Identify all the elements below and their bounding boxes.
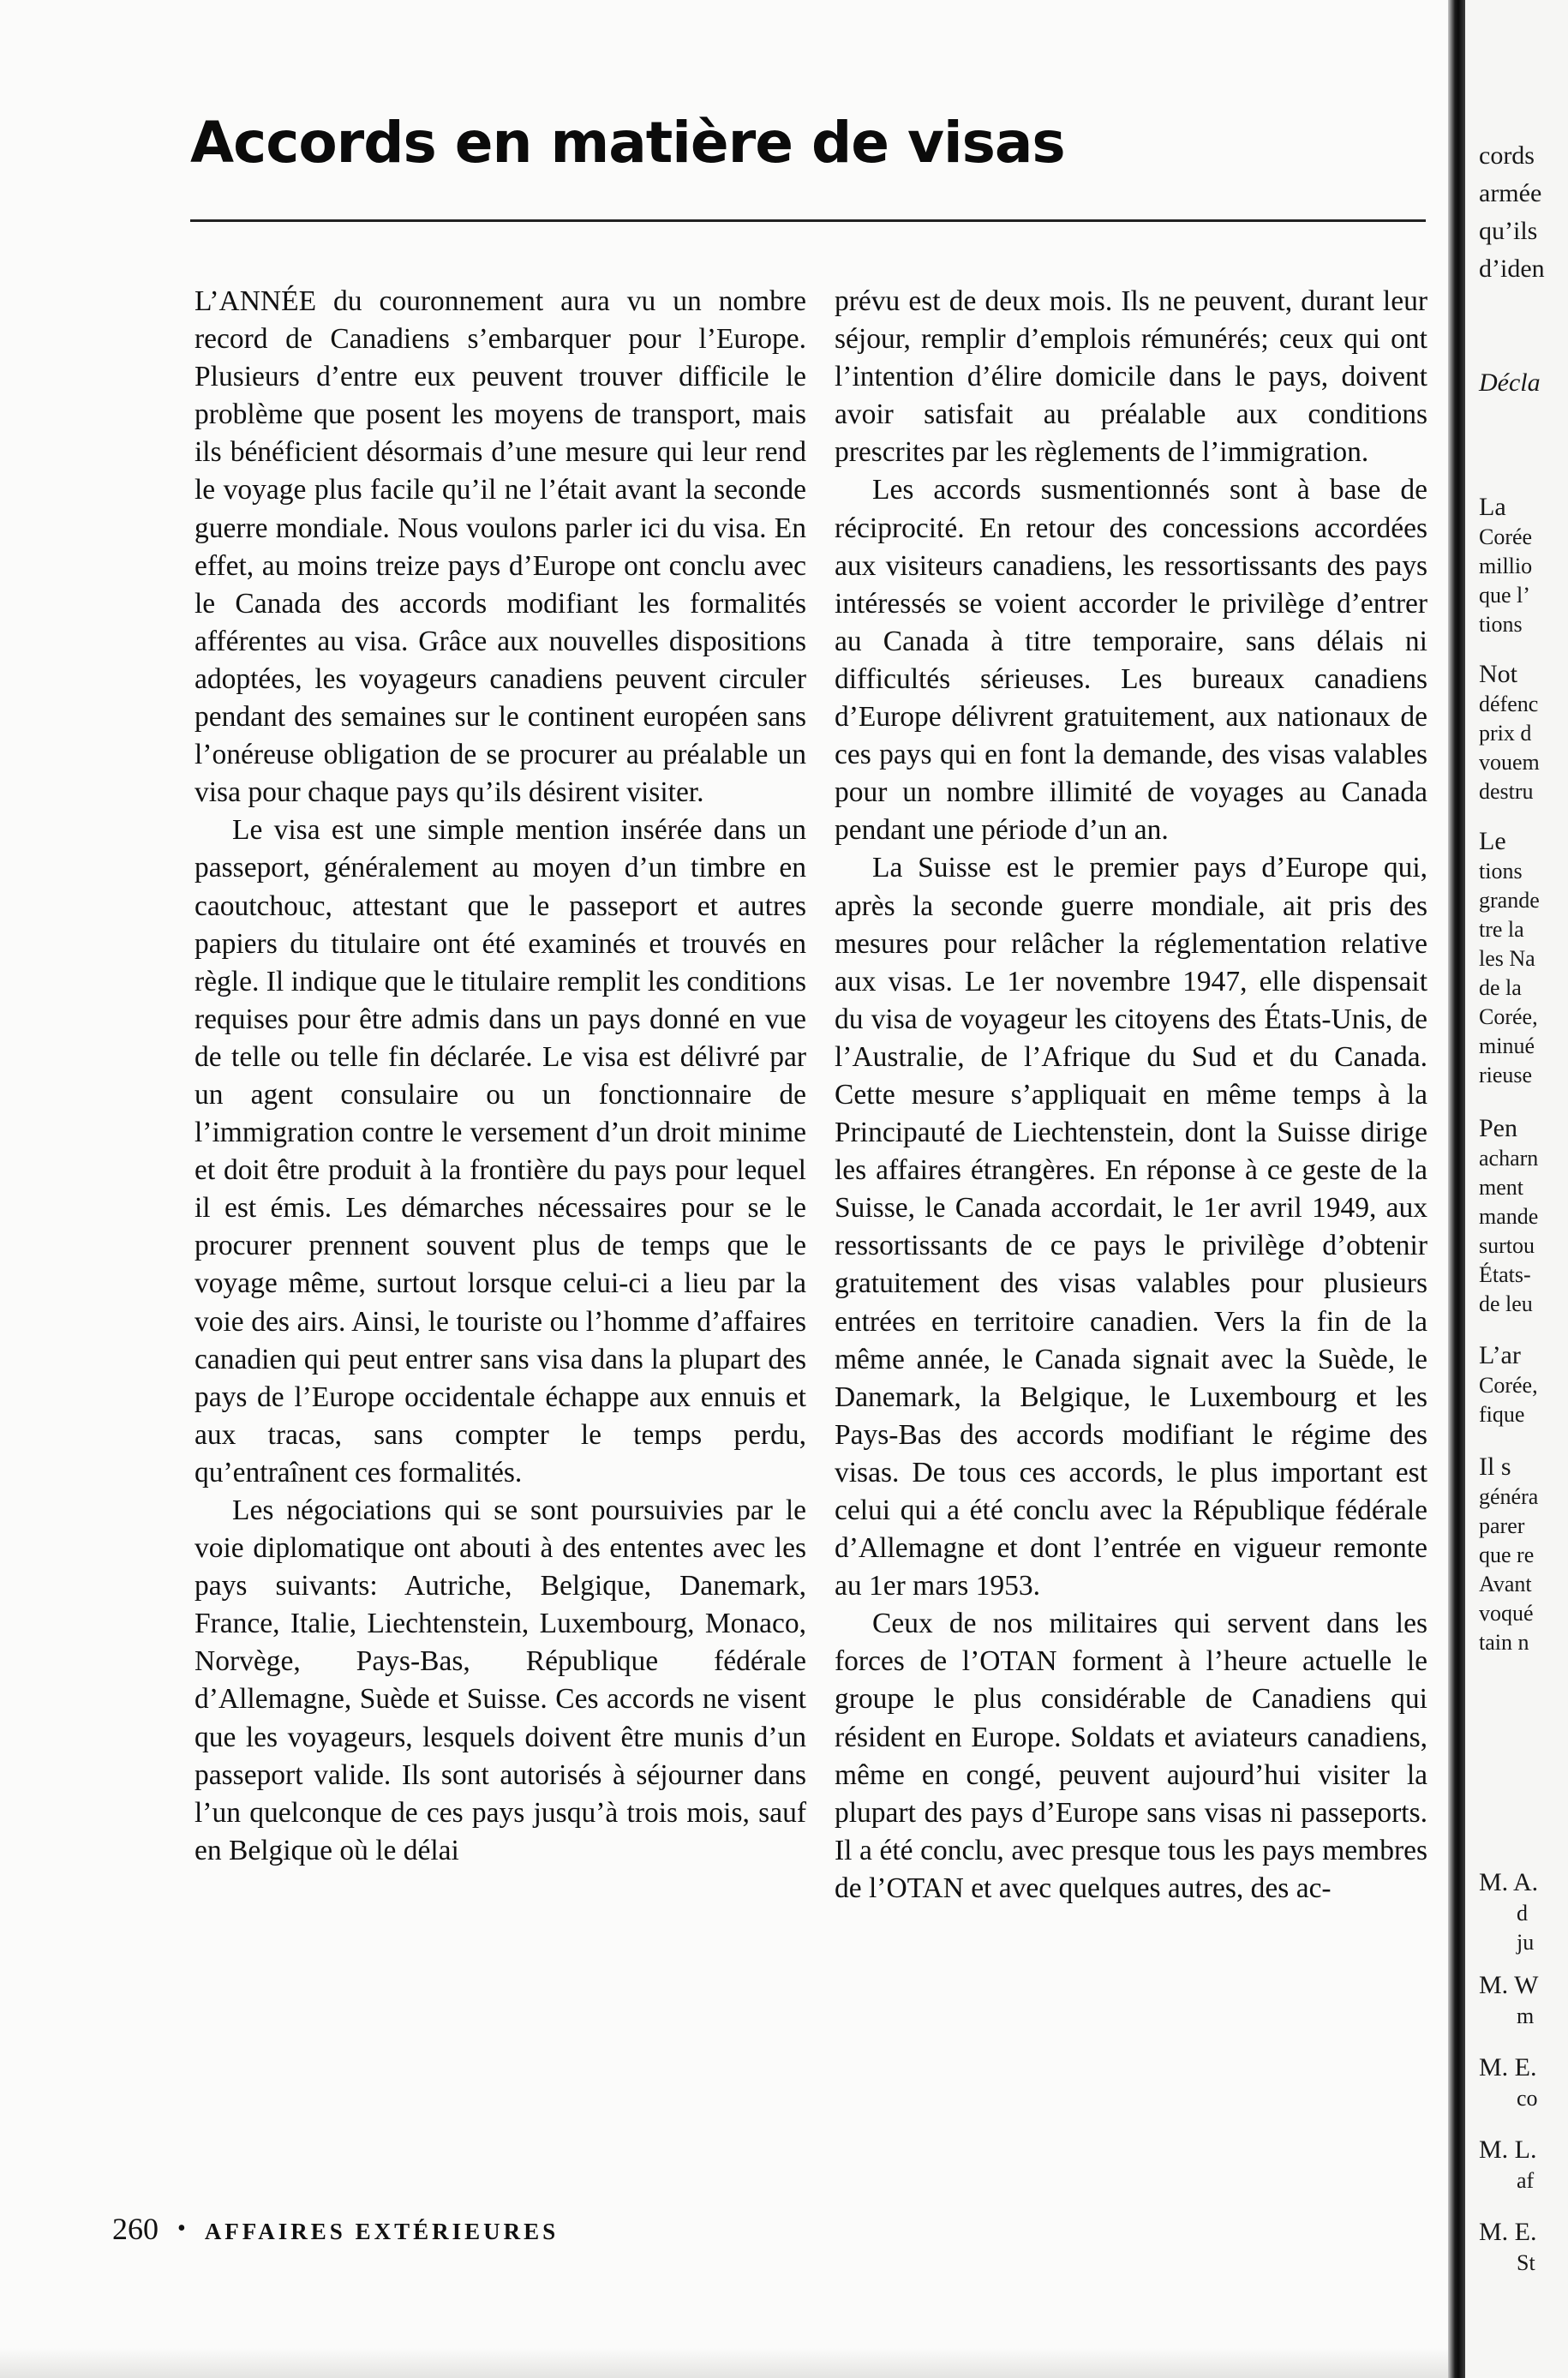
adjacent-fragment: minué xyxy=(1479,1033,1535,1058)
adjacent-fragment: M. A. xyxy=(1479,1868,1539,1896)
text-column-left xyxy=(195,283,806,1870)
adjacent-fragment: Not xyxy=(1479,660,1517,688)
adjacent-fragment: acharn xyxy=(1479,1146,1539,1171)
paragraph: prévu est de deux mois. Ils ne peuvent, durant leur séjour, remplir d’emplois rémunérés; ceux qui ont l’intention d’élire domicile dans le pays, doivent avoir satisfait au préalable aux conditions prescrites par les règlements de l’immigration. xyxy=(835,285,1427,469)
adjacent-fragment: qu’ils xyxy=(1479,217,1538,245)
adjacent-fragment: La xyxy=(1479,493,1506,521)
adjacent-fragment: Corée, xyxy=(1479,1373,1538,1398)
adjacent-fragment: d xyxy=(1517,1901,1528,1926)
adjacent-fragment: destru xyxy=(1479,779,1534,804)
adjacent-fragment: défenc xyxy=(1479,692,1539,716)
adjacent-fragment: armée xyxy=(1479,179,1542,207)
title-rule xyxy=(190,219,1426,222)
book-gutter xyxy=(1448,0,1465,2378)
paragraph: Les accords susmentionnés sont à base de réciprocité. En retour des concessions accordées aux visiteurs canadiens, les ressortissants des pays intéressés se voient accorder le privilège d’entrer au Canada à titre temporaire, sans délais ni difficultés sérieuses. Les bureaux canadiens d’Europe délivrent gratuitement, aux nationaux de ces pays qui en font la demande, des visas valables pour un nombre illimité de voyages au Canada pendant une période d’un an. xyxy=(835,474,1427,847)
adjacent-fragment: tain n xyxy=(1479,1630,1529,1655)
adjacent-fragment: L’ar xyxy=(1479,1341,1521,1369)
adjacent-fragment: M. W xyxy=(1479,1971,1539,1999)
adjacent-fragment: parer xyxy=(1479,1513,1525,1538)
adjacent-fragment: prix d xyxy=(1479,721,1532,746)
adjacent-fragment: Avant xyxy=(1479,1572,1532,1596)
journal-name: AFFAIRES EXTÉRIEURES xyxy=(204,2219,560,2244)
adjacent-fragment: mande xyxy=(1479,1204,1539,1229)
adjacent-fragment: généra xyxy=(1479,1484,1539,1509)
adjacent-fragment: millio xyxy=(1479,554,1533,578)
page-bottom-edge xyxy=(0,2348,1448,2378)
adjacent-fragment: af xyxy=(1517,2168,1535,2193)
adjacent-fragment: grande xyxy=(1479,888,1540,913)
adjacent-fragment: M. E. xyxy=(1479,2053,1537,2081)
adjacent-fragment: tre la xyxy=(1479,917,1524,942)
adjacent-fragment: Il s xyxy=(1479,1453,1511,1481)
adjacent-fragment: vouem xyxy=(1479,750,1540,775)
adjacent-fragment: surtou xyxy=(1479,1233,1535,1258)
page-footer xyxy=(112,2211,559,2247)
adjacent-fragment: Corée xyxy=(1479,524,1533,549)
page-number: 260 xyxy=(112,2212,159,2246)
adjacent-fragment: m xyxy=(1517,2004,1535,2028)
adjacent-fragment: Pen xyxy=(1479,1114,1517,1142)
paragraph: Le visa est une simple mention insérée dans un passeport, généralement au moyen d’un timbre en caoutchouc, attestant que le passeport et autres papiers du titulaire ont été examinés et trouvés en règle. Il indique que le titulaire remplit les conditions requises pour être admis dans un pays donné en vue de telle ou telle fin déclarée. Le visa est délivré par un agent consulaire ou un fonctionnaire de l’immigration contre le versement d’un droit minime et doit être produit à la frontière du pays pour lequel il est émis. Les démarches nécessaires pour se le procurer prennent souvent plus de temps que le voyage même, surtout lorsque celui-ci a lieu par la voie des airs. Ainsi, le touriste ou l’homme d’affaires canadien qui peut entrer sans visa dans la plupart des pays de l’Europe occidentale échappe aux ennuis et aux tracas, sans compter le temps perdu, qu’entraînent ces formalités. xyxy=(195,814,806,1488)
article-title: Accords en matière de visas xyxy=(190,110,1065,176)
paragraph: L’ANNÉE du couronnement aura vu un nombre record de Canadiens s’embarquer pour l’Europe. Plusieurs d’entre eux peuvent trouver difficile le problème que posent les moyens de transport, mais ils bénéficient désormais d’une mesure qui leur rend le voyage plus facile qu’il ne l’était avant la seconde guerre mondiale. Nous voulons parler ici du visa. En effet, au moins treize pays d’Europe ont conclu avec le Canada des accords modifiant les formalités afférentes au visa. Grâce aux nouvelles dispositions adoptées, les voyageurs canadiens peuvent circuler pendant des semaines sur le continent européen sans l’onéreuse obligation de se procurer au préalable un visa pour chaque pays qu’ils désirent visiter. xyxy=(195,285,806,809)
adjacent-fragment: ju xyxy=(1517,1930,1535,1955)
adjacent-fragment: voqué xyxy=(1479,1601,1534,1626)
adjacent-fragment: M. E. xyxy=(1479,2218,1537,2246)
paragraph: Les négociations qui se sont poursuivies par le voie diplomatique ont abouti à des ententes avec les pays suivants: Autriche, Belgique, Danemark, France, Italie, Liechtenstein, Luxembourg, Monaco, Norvège, Pays-Bas, République fédérale d’Allemagne, Suède et Suisse. Ces accords ne visent que les voyageurs, lesquels doivent être munis d’un passeport valide. Ils sont autorisés à séjourner dans l’un quelconque de ces pays jusqu’à trois mois, sauf en Belgique où le délai xyxy=(195,1494,806,1866)
adjacent-fragment: rieuse xyxy=(1479,1063,1533,1087)
adjacent-fragment: d’iden xyxy=(1479,255,1545,283)
adjacent-page xyxy=(1465,0,1568,2378)
paragraph: La Suisse est le premier pays d’Europe qui, après la seconde guerre mondiale, ait pris des mesures pour relâcher la réglementation relative aux visas. Le 1er novembre 1947, elle dispensait du visa de voyageur les citoyens des États-Unis, de l’Australie, de l’Afrique du Sud et du Canada. Cette mesure s’appliquait en même temps à la Principauté de Liechtenstein, dont la Suisse dirige les affaires étrangères. En réponse à ce geste de la Suisse, le Canada accordait, le 1er avril 1949, aux ressortissants de ce pays le privilège d’obtenir gratuitement des visas valables pour plusieurs entrées en territoire canadien. Vers la fin de la même année, le Canada signait avec la Suède, le Danemark, la Belgique, le Luxembourg et les Pays-Bas des accords modifiant le régime des visas. De tous ces accords, le plus important est celui qui a été conclu avec la République fédérale d’Allemagne et dont l’entrée en vigueur remonte au 1er mars 1953. xyxy=(835,852,1427,1602)
footer-separator: • xyxy=(177,2215,186,2242)
adjacent-fragment: ment xyxy=(1479,1175,1523,1200)
adjacent-fragment: Corée, xyxy=(1479,1004,1538,1029)
adjacent-fragment: États- xyxy=(1479,1262,1531,1287)
adjacent-fragment: co xyxy=(1517,2086,1538,2111)
adjacent-fragment: Décla xyxy=(1479,368,1541,397)
paragraph: Ceux de nos militaires qui servent dans les forces de l’OTAN forment à l’heure actuelle le groupe le plus considérable de Canadiens qui résident en Europe. Soldats et aviateurs canadiens, même en congé, peuvent aujourd’hui visiter la plupart des pays d’Europe sans visas ni passeports. Il a été conclu, avec presque tous les pays membres de l’OTAN et avec quelques autres, des ac- xyxy=(835,1608,1427,1904)
adjacent-fragment: cords xyxy=(1479,141,1535,170)
adjacent-fragment: les Na xyxy=(1479,946,1535,971)
adjacent-fragment: que l’ xyxy=(1479,583,1530,608)
adjacent-fragment: fique xyxy=(1479,1402,1525,1427)
adjacent-fragment: que re xyxy=(1479,1542,1535,1567)
adjacent-fragment: de leu xyxy=(1479,1291,1533,1316)
adjacent-fragment: M. L. xyxy=(1479,2135,1537,2164)
adjacent-fragment: tions xyxy=(1479,859,1523,884)
adjacent-fragment: Le xyxy=(1479,827,1506,855)
adjacent-fragment: tions xyxy=(1479,612,1523,637)
adjacent-fragment: de la xyxy=(1479,975,1522,1000)
text-column-right xyxy=(835,283,1427,1908)
adjacent-fragment: St xyxy=(1517,2250,1535,2275)
